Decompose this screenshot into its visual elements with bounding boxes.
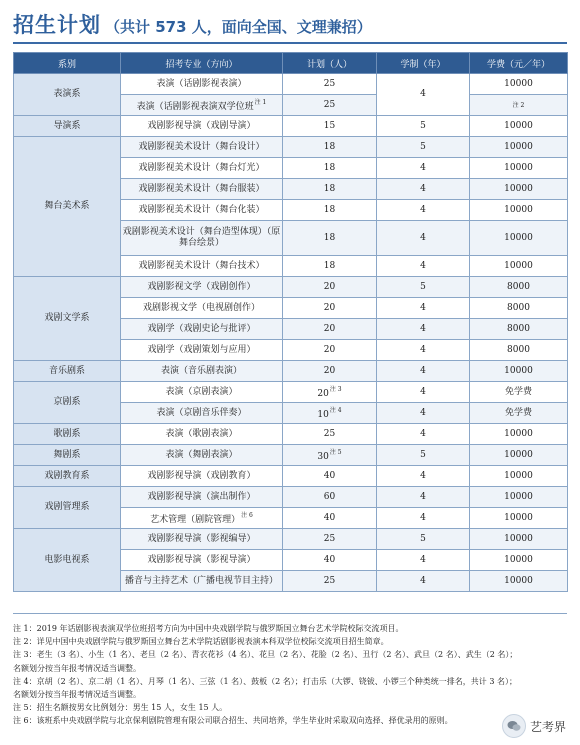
major-cell — [121, 445, 283, 466]
footnote-line: 名额划分按当年报考情况适当调整。 — [13, 690, 141, 700]
notes-divider — [13, 613, 567, 614]
major-text: 戏剧学（戏剧史论与批评） — [147, 323, 256, 334]
plan-cell — [283, 179, 377, 200]
major-text: 戏剧影视导演（演出制作） — [147, 491, 256, 502]
major-text: 表演（话剧影视表演） — [156, 78, 247, 89]
duration-cell: 4 — [377, 424, 470, 445]
tuition-cell: 8000 — [470, 319, 568, 340]
table-body — [14, 74, 568, 592]
major-text: 戏剧影视美术设计（舞台服装） — [138, 183, 265, 194]
major-cell — [121, 277, 283, 298]
table-row — [14, 466, 568, 487]
major-text: 戏剧影视文学（戏剧创作） — [147, 281, 256, 292]
major-cell — [121, 221, 283, 256]
department-cell: 舞剧系 — [14, 445, 121, 466]
major-text: 戏剧影视美术设计（舞台技术） — [138, 260, 265, 271]
plan-value: 20 — [323, 344, 336, 355]
major-cell — [121, 179, 283, 200]
plan-cell — [283, 487, 377, 508]
plan-value: 40 — [323, 512, 336, 523]
tuition-cell: 10000 — [470, 571, 568, 592]
duration-cell: 4 — [377, 487, 470, 508]
department-cell: 音乐剧系 — [14, 361, 121, 382]
plan-value: 20 — [323, 323, 336, 334]
tuition-cell: 注 2 — [470, 95, 568, 116]
watermark-text: 艺考界 — [529, 719, 566, 734]
duration-cell: 4 — [377, 508, 470, 529]
wechat-logo-icon — [502, 714, 526, 738]
duration-cell: 4 — [377, 382, 470, 403]
department-cell: 戏剧教育系 — [14, 466, 121, 487]
table-row — [14, 382, 568, 403]
plan-cell — [283, 256, 377, 277]
major-cell — [121, 508, 283, 529]
header-major: 招考专业（方向） — [121, 53, 283, 74]
major-cell — [121, 529, 283, 550]
plan-value: 15 — [323, 120, 336, 131]
plan-cell — [283, 361, 377, 382]
major-text: 戏剧影视导演（影视导演） — [147, 554, 256, 565]
tuition-cell: 10000 — [470, 529, 568, 550]
page-title-main: 招生计划 — [13, 13, 101, 37]
major-cell — [121, 137, 283, 158]
table-row — [14, 529, 568, 550]
major-text: 戏剧影视导演（戏剧导演） — [147, 120, 256, 131]
department-cell: 导演系 — [14, 116, 121, 137]
plan-cell — [283, 529, 377, 550]
duration-cell: 4 — [377, 319, 470, 340]
major-text: 表演（京剧音乐伴奏） — [156, 407, 247, 418]
major-text: 戏剧影视文学（电视剧创作） — [142, 302, 260, 313]
plan-value: 25 — [323, 533, 336, 544]
plan-value: 18 — [323, 183, 336, 194]
major-cell — [121, 424, 283, 445]
tuition-cell: 10000 — [470, 137, 568, 158]
duration-cell: 5 — [377, 529, 470, 550]
tuition-cell: 10000 — [470, 466, 568, 487]
department-cell: 戏剧管理系 — [14, 487, 121, 529]
plan-value: 25 — [323, 99, 336, 110]
plan-value: 18 — [323, 204, 336, 215]
department-cell: 戏剧文学系 — [14, 277, 121, 361]
duration-cell: 5 — [377, 116, 470, 137]
tuition-cell: 8000 — [470, 277, 568, 298]
plan-cell — [283, 74, 377, 95]
footnote-line: 注 3：老生（3 名）、小生（1 名）、老旦（2 名）、青衣花衫（4 名）、花旦（2 名）、花脸（2 名）、丑行（2 名）、武旦（2 名）、武生（2 名）； — [13, 650, 518, 660]
plan-value: 60 — [323, 491, 336, 502]
department-cell: 歌剧系 — [14, 424, 121, 445]
major-cell — [121, 361, 283, 382]
plan-cell — [283, 95, 377, 116]
tuition-cell: 8000 — [470, 340, 568, 361]
table-row — [14, 116, 568, 137]
plan-value: 30 — [317, 452, 329, 462]
tuition-cell: 10000 — [470, 74, 568, 95]
tuition-cell: 10000 — [470, 200, 568, 221]
plan-cell — [283, 340, 377, 361]
duration-cell: 4 — [377, 403, 470, 424]
major-cell — [121, 550, 283, 571]
plan-cell — [283, 508, 377, 529]
plan-value: 25 — [323, 78, 336, 89]
duration-cell: 5 — [377, 137, 470, 158]
footnote-line: 注 1：2019 年话剧影视表演双学位班招考方向为中国中央戏剧学院与俄罗斯国立舞台艺术学院校际交流项目。 — [13, 624, 404, 633]
major-text: 戏剧影视美术设计（舞台设计） — [138, 141, 265, 152]
footnote-marker: 注 4 — [329, 407, 342, 414]
title-underline — [13, 42, 567, 44]
duration-cell: 4 — [377, 340, 470, 361]
tuition-cell: 10000 — [470, 508, 568, 529]
department-cell: 表演系 — [14, 74, 121, 116]
major-text: 表演（话剧影视表演双学位班 — [136, 102, 254, 112]
major-cell — [121, 74, 283, 95]
plan-cell — [283, 403, 377, 424]
tuition-cell: 10000 — [470, 550, 568, 571]
enrollment-plan-table — [13, 52, 568, 592]
footnote-line: 注 4：京胡（2 名）、京二胡（1 名）、月琴（1 名）、三弦（1 名）、鼓板（2 名）；打击乐（大锣、铙钹、小锣三个种类统一排名，共计 3 名）； — [13, 676, 517, 686]
footnote-line: 名额划分按当年报考情况适当调整。 — [13, 663, 141, 673]
plan-cell — [283, 382, 377, 403]
tuition-cell: 10000 — [470, 445, 568, 466]
tuition-cell: 10000 — [470, 221, 568, 256]
major-cell — [121, 571, 283, 592]
plan-value: 40 — [323, 470, 336, 481]
plan-cell — [283, 445, 377, 466]
major-cell — [121, 382, 283, 403]
duration-cell: 4 — [377, 158, 470, 179]
major-cell — [121, 340, 283, 361]
duration-cell: 4 — [377, 361, 470, 382]
plan-cell — [283, 466, 377, 487]
tuition-cell: 10000 — [470, 487, 568, 508]
major-cell — [121, 298, 283, 319]
table-row — [14, 445, 568, 466]
major-cell — [121, 158, 283, 179]
plan-value: 25 — [323, 575, 336, 586]
plan-cell — [283, 277, 377, 298]
footnote-marker: 注 6 — [241, 512, 253, 519]
header-tuition: 学费（元／年） — [470, 53, 568, 74]
major-text: 表演（音乐剧表演） — [160, 365, 242, 376]
duration-cell: 4 — [377, 221, 470, 256]
duration-cell: 4 — [377, 571, 470, 592]
major-cell — [121, 256, 283, 277]
header-department: 系别 — [14, 53, 121, 74]
table-row — [14, 137, 568, 158]
major-cell — [121, 403, 283, 424]
duration-cell: 4 — [377, 179, 470, 200]
footnote-marker: 注 1 — [254, 99, 267, 106]
major-text: 播音与主持艺术（广播电视节目主持） — [124, 575, 278, 586]
department-cell: 舞台美术系 — [14, 137, 121, 277]
duration-cell: 4 — [377, 200, 470, 221]
duration-cell: 4 — [377, 298, 470, 319]
table-row — [14, 277, 568, 298]
plan-cell — [283, 200, 377, 221]
duration-cell: 4 — [377, 550, 470, 571]
plan-cell — [283, 116, 377, 137]
tuition-cell: 10000 — [470, 424, 568, 445]
tuition-cell: 10000 — [470, 361, 568, 382]
major-text: 表演（舞剧表演） — [165, 449, 238, 460]
header-plan: 计划（人） — [283, 53, 377, 74]
major-text: 戏剧学（戏剧策划与应用） — [147, 344, 256, 355]
tuition-cell: 免学费 — [470, 382, 568, 403]
major-text: 戏剧影视美术设计（舞台化装） — [138, 204, 265, 215]
major-text: 戏剧影视美术设计（舞台灯光） — [138, 162, 265, 173]
plan-value: 18 — [323, 141, 336, 152]
table-row — [14, 424, 568, 445]
tuition-cell: 10000 — [470, 179, 568, 200]
major-text: 戏剧影视导演（影视编导） — [147, 533, 256, 544]
plan-value: 40 — [323, 554, 336, 565]
tuition-cell: 10000 — [470, 116, 568, 137]
duration-cell: 4 — [377, 466, 470, 487]
plan-value: 20 — [323, 281, 336, 292]
table-row — [14, 487, 568, 508]
footnotes — [13, 622, 568, 728]
plan-cell — [283, 319, 377, 340]
plan-cell — [283, 550, 377, 571]
major-text: 戏剧影视导演（戏剧教育） — [147, 470, 256, 481]
major-text: 艺术管理（剧院管理） — [150, 515, 241, 525]
major-cell — [121, 95, 283, 116]
watermark — [502, 714, 566, 738]
major-cell — [121, 466, 283, 487]
duration-cell: 5 — [377, 445, 470, 466]
duration-cell: 4 — [377, 74, 470, 116]
department-cell: 京剧系 — [14, 382, 121, 424]
page-title — [13, 9, 372, 39]
plan-value: 18 — [323, 260, 336, 271]
plan-cell — [283, 424, 377, 445]
major-cell — [121, 487, 283, 508]
plan-cell — [283, 221, 377, 256]
footnote-line: 注 5：招生名额按男女比例划分：男生 15 人，女生 15 人。 — [13, 703, 228, 713]
table-row — [14, 361, 568, 382]
major-text: 表演（京剧表演） — [165, 386, 238, 397]
plan-cell — [283, 158, 377, 179]
major-text: 戏剧影视美术设计（舞台造型体现）（原舞台绘景） — [122, 227, 281, 248]
plan-cell — [283, 298, 377, 319]
tuition-cell: 免学费 — [470, 403, 568, 424]
plan-value: 20 — [323, 365, 336, 376]
plan-value: 18 — [323, 162, 336, 173]
major-text: 表演（歌剧表演） — [165, 428, 238, 439]
department-cell: 电影电视系 — [14, 529, 121, 592]
plan-cell — [283, 571, 377, 592]
table-header-row — [14, 53, 568, 74]
footnote-line: 注 6：该班系中央戏剧学院与北京保利剧院管理有限公司联合招生、共同培养，学生毕业时采取双向选择、择优录用的原则。 — [13, 716, 453, 726]
plan-value: 20 — [323, 302, 336, 313]
plan-value: 10 — [317, 410, 329, 420]
plan-value: 18 — [323, 232, 336, 243]
footnote-marker: 注 5 — [329, 449, 342, 456]
tuition-cell: 10000 — [470, 158, 568, 179]
plan-value: 25 — [323, 428, 336, 439]
major-cell — [121, 200, 283, 221]
major-cell — [121, 116, 283, 137]
footnote-line: 注 2：详见中国中央戏剧学院与俄罗斯国立舞台艺术学院话剧影视表演本科双学位校际交流项目招生简章。 — [13, 637, 389, 647]
major-cell — [121, 319, 283, 340]
header-duration: 学制（年） — [377, 53, 470, 74]
plan-cell — [283, 137, 377, 158]
page-title-sub: （共计 573 人，面向全国、文理兼招） — [105, 18, 372, 36]
table-row — [14, 74, 568, 95]
duration-cell: 5 — [377, 277, 470, 298]
plan-value: 20 — [317, 389, 329, 399]
tuition-cell: 10000 — [470, 256, 568, 277]
footnote-marker: 注 3 — [329, 386, 342, 393]
duration-cell: 4 — [377, 256, 470, 277]
tuition-cell: 8000 — [470, 298, 568, 319]
